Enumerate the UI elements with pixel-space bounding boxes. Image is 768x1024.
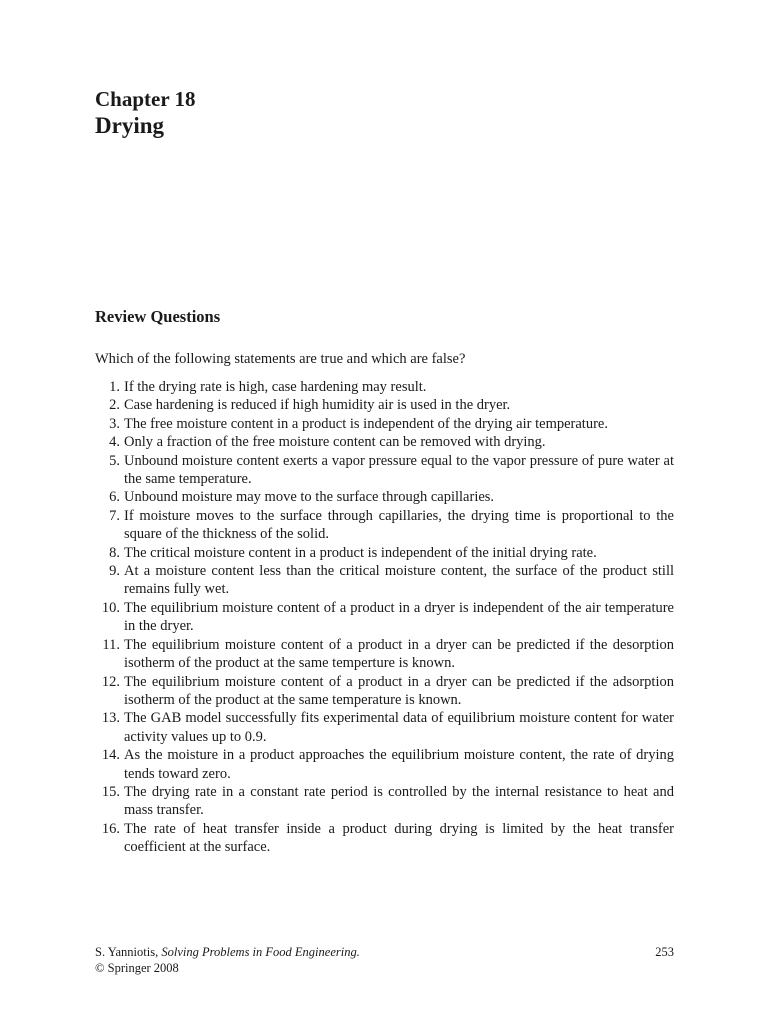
question-text: The equilibrium moisture content of a product in a dryer can be predicted if the adsorption isotherm of the product at the same temperature is known. — [124, 673, 674, 708]
chapter-label: Chapter 18 — [95, 87, 196, 111]
question-text: Case hardening is reduced if high humidity air is used in the dryer. — [124, 397, 511, 414]
list-item — [95, 378, 674, 396]
question-text: The equilibrium moisture content of a product in a dryer can be predicted if the desorption isotherm of the product at the same temperture is known. — [124, 636, 674, 672]
list-item — [95, 820, 674, 857]
question-number: 13. — [101, 710, 120, 727]
list-item — [95, 673, 674, 710]
page-number: 253 — [655, 945, 674, 959]
list-item — [95, 746, 674, 783]
question-number: 1. — [109, 379, 120, 395]
question-number: 4. — [109, 434, 120, 451]
page-footer — [95, 944, 674, 976]
question-number: 15. — [101, 783, 120, 800]
question-text: Unbound moisture may move to the surface through capillaries. — [124, 489, 495, 506]
question-text: If the drying rate is high, case hardening may result. — [124, 379, 427, 395]
list-item — [95, 544, 674, 562]
list-item — [95, 488, 674, 506]
citation — [95, 944, 360, 960]
list-item — [95, 415, 674, 433]
question-number: 16. — [101, 820, 120, 837]
copyright: © Springer 2008 — [95, 961, 179, 975]
question-number: 6. — [109, 489, 120, 506]
citation-author: S. Yanniotis, — [95, 945, 159, 959]
question-text: The free moisture content in a product is independent of the drying air temperature. — [124, 415, 608, 432]
question-text: Only a fraction of the free moisture content can be removed with drying. — [124, 434, 546, 451]
list-item — [95, 452, 674, 489]
list-item — [95, 599, 674, 636]
question-text: The equilibrium moisture content of a product in a dryer is independent of the air temperature in the dryer. — [124, 599, 674, 635]
question-number: 12. — [101, 673, 120, 690]
list-item — [95, 636, 674, 673]
question-number: 5. — [109, 452, 120, 469]
citation-book-title: Solving Problems in Food Engineering. — [161, 945, 360, 959]
list-item — [95, 396, 674, 414]
question-text: Unbound moisture content exerts a vapor pressure equal to the vapor pressure of pure water at the same temperature. — [124, 452, 674, 488]
list-item — [95, 562, 674, 599]
question-text: The rate of heat transfer inside a product during drying is limited by the heat transfer coefficient at the surface. — [124, 820, 674, 856]
intro-text: Which of the following statements are true and which are false? — [95, 351, 466, 367]
question-number: 3. — [109, 415, 120, 432]
chapter-title: Drying — [95, 113, 164, 138]
footer-citation-row — [95, 944, 674, 960]
question-number: 9. — [109, 563, 120, 580]
question-number: 8. — [109, 544, 120, 561]
question-text: If moisture moves to the surface through capillaries, the drying time is proportional to the square of the thickness of the solid. — [124, 507, 674, 543]
question-number: 14. — [101, 747, 120, 764]
question-text: The drying rate in a constant rate period is controlled by the internal resistance to heat and mass transfer. — [124, 783, 674, 819]
question-number: 7. — [109, 507, 120, 524]
question-text: The critical moisture content in a product is independent of the initial drying rate. — [124, 544, 597, 561]
question-text: As the moisture in a product approaches the equilibrium moisture content, the rate of drying tends toward zero. — [124, 747, 674, 782]
list-item — [95, 709, 674, 746]
list-item — [95, 507, 674, 544]
question-number: 2. — [109, 397, 120, 414]
question-number: 11. — [102, 636, 120, 653]
list-item — [95, 433, 674, 451]
question-list — [95, 378, 674, 857]
question-number: 10. — [101, 599, 120, 616]
question-text: The GAB model successfully fits experimental data of equilibrium moisture content for water activity values up to 0.9. — [124, 710, 674, 745]
question-text: At a moisture content less than the critical moisture content, the surface of the product still remains fully wet. — [124, 563, 674, 598]
list-item — [95, 783, 674, 820]
section-heading: Review Questions — [95, 307, 221, 326]
